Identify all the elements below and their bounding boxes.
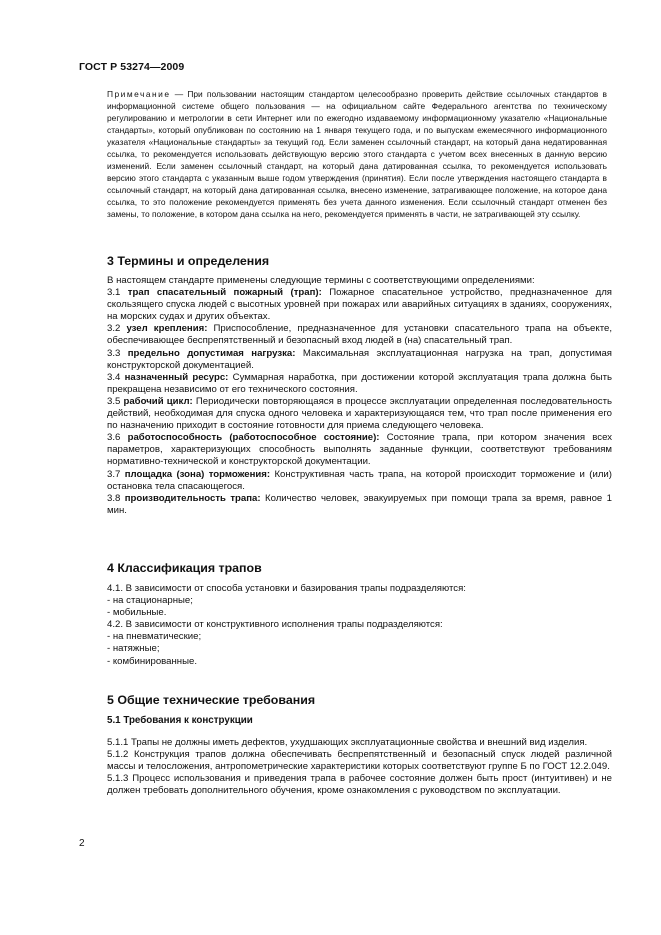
section-3-title: 3 Термины и определения [107, 254, 270, 268]
term-definition: 3.5 рабочий цикл: Периодически повторяющаяся в процессе эксплуатации определенная последовательность действий, необходимая для спуска одного человека и характеризующаяся тем, что трап после применения его по назначению приходит в состояние готовности для приема следующего человека. [107, 395, 612, 432]
note-paragraph [79, 88, 607, 221]
term-definition: 3.6 работоспособность (работоспособное состояние): Состояние трапа, при котором значения всех параметров, характеризующих способность выполнять заданные функции, соответствуют требованиям нормативно-технической и конструкторской документации. [107, 432, 612, 468]
note-label: Примечание [107, 89, 171, 99]
document-header: ГОСТ Р 53274—2009 [79, 61, 185, 73]
section-3-intro: В настоящем стандарте применены следующие термины с соответствующими определениями: [107, 275, 535, 286]
term-definition: 3.1 трап спасательный пожарный (трап): Пожарное спасательное устройство, предназначенное для скользящего спуска людей с высотных уровней при пожарах или аварийных ситуациях в зданиях, сооружениях, на морских судах и других объектах. [107, 287, 613, 323]
term-name: трап спасательный пожарный (трап): [127, 287, 322, 299]
section-3-body [91, 275, 612, 517]
section-4-body [91, 583, 612, 668]
list-item: - натяжные; [107, 643, 160, 655]
term-definition: 3.7 площадка (зона) торможения: Конструктивная часть трапа, на которой происходит торможение и (или) остановка тела спасающегося. [107, 468, 612, 492]
page-number: 2 [79, 838, 85, 849]
term-definition: 3.8 производительность трапа: Количество человек, эвакуируемых при помощи трапа за время, равное 1 мин. [107, 492, 612, 516]
reference-note [79, 88, 607, 221]
term-name: предельно допустимая нагрузка: [127, 347, 296, 359]
term-definition: 3.3 предельно допустимая нагрузка: Максимальная эксплуатационная нагрузка на трап, допустимая конструкторской документацией. [107, 347, 613, 371]
clause-5-1-3: 5.1.3 Процесс использования и приведения трапа в рабочее состояние должен быть прост (интуитивен) и не должен требовать дополнительного обучения, кроме ознакомления с руководством по эксплуатации. [107, 773, 612, 797]
term-definition: 3.2 узел крепления: Приспособление, предназначенное для установки спасательного трапа на объекте, обеспечивающее беспрепятственный и безопасный вход людей в (на) спасательный трап. [107, 323, 612, 347]
term-name: назначенный ресурс: [124, 371, 229, 383]
term-definition: 3.4 назначенный ресурс: Суммарная наработка, при достижении которой эксплуатация трапа должна быть прекращена независимо от его технического состояния. [107, 371, 612, 395]
term-name: площадка (зона) торможения: [124, 468, 271, 480]
term-name: узел крепления: [126, 323, 208, 335]
list-item: - мобильные. [107, 607, 167, 619]
list-item: - на стационарные; [107, 595, 193, 607]
note-text: — При пользовании настоящим стандартом целесообразно проверить действие ссылочных стандартов в информационной системе общего пользования — на официальном сайте Федерального агентства по техническому регулированию и метрологии в сети Интернет или по ежегодно издаваемому информационному указателю «Национальные стандарты», который опубликован по состоянию на 1 января текущего года, и по выпускам ежемесячного информационного указателя «Национальные стандарты» за текущий год. Если заменен ссылочный стандарт, на который дана недатированная ссылка, то рекомендуется использовать действующую версию этого стандарта с учетом всех внесенных в данную версию изменений. Если заменен ссылочный стандарт, на который дана датированная ссылка, то рекомендуется использовать версию этого стандарта с указанным выше годом утверждения (принятия). Если после утверждения настоящего стандарта в ссылочный стандарт, на который дана датированная ссылка, внесено изменение, затрагивающее положение, на которое дана ссылка, то это положение рекомендуется применять без учета данного изменения. Если ссылочный стандарт отменен без замены, то положение, в котором дана ссылка на него, рекомендуется применять в части, не затрагивающей эту ссылку. [107, 89, 607, 220]
clause-5-1-1: 5.1.1 Трапы не должны иметь дефектов, ухудшающих эксплуатационные свойства и внешний вид изделия. [107, 737, 588, 748]
list-item: - комбинированные. [107, 655, 197, 667]
subsection-5-1-title: 5.1 Требования к конструкции [107, 715, 253, 726]
clause-4-2: 4.2. В зависимости от конструктивного исполнения трапы подразделяются: [107, 619, 443, 631]
clause-4-1: 4.1. В зависимости от способа установки и базирования трапы подразделяются: [107, 583, 466, 594]
section-4-title: 4 Классификация трапов [107, 561, 262, 575]
term-name: рабочий цикл: [123, 395, 193, 407]
section-5-title: 5 Общие технические требования [107, 693, 316, 707]
list-item: - на пневматические; [107, 631, 202, 643]
section-5-body [91, 737, 612, 797]
term-name: производительность трапа: [124, 492, 261, 504]
term-name: работоспособность (работоспособное состояние): [127, 432, 380, 444]
clause-5-1-2: 5.1.2 Конструкция трапов должна обеспечивать беспрепятственный и безопасный спуск людей различной массы и телосложения, антропометрические характеристики которых соответствуют группе Б по ГОСТ 12.2.049. [107, 749, 612, 773]
